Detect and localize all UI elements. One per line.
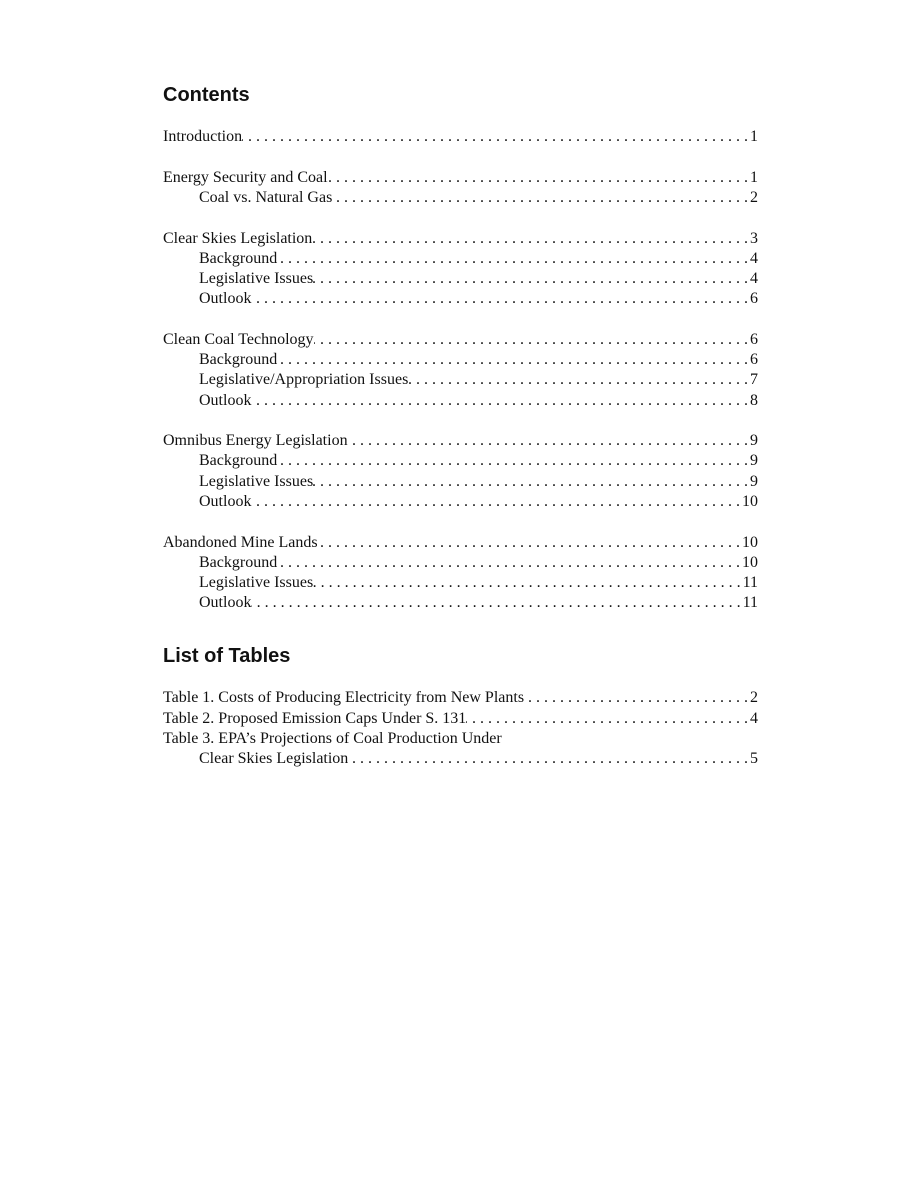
toc-entry[interactable] — [163, 127, 758, 147]
toc-entry[interactable] — [163, 168, 758, 188]
toc-group-energy-security — [163, 168, 758, 208]
table-entry-continuation — [163, 749, 758, 769]
toc-subentry[interactable] — [163, 289, 758, 309]
toc-entry-title: Introduction — [163, 128, 243, 145]
toc-subentry[interactable] — [163, 188, 758, 208]
toc-entry-title: Outlook — [199, 492, 252, 510]
toc-entry-page: 2 — [750, 188, 758, 206]
table-of-contents — [163, 127, 758, 613]
dot-leader — [251, 593, 740, 613]
toc-entry-title: Omnibus Energy Legislation — [163, 432, 348, 450]
dot-leader — [313, 269, 748, 289]
dot-leader — [348, 431, 748, 451]
toc-entry-page: 10 — [742, 533, 758, 551]
dot-leader — [312, 229, 748, 249]
toc-entry-title: Legislative Issues — [199, 573, 314, 591]
toc-subentry[interactable] — [163, 593, 758, 613]
toc-entry-title: Energy Security and Coal — [163, 168, 328, 186]
dot-leader — [466, 709, 748, 729]
toc-subentry[interactable] — [163, 269, 758, 289]
dot-leader — [524, 688, 748, 708]
toc-subentry[interactable] — [163, 472, 758, 492]
toc-entry-page: 4 — [750, 249, 758, 267]
dot-leader — [332, 188, 748, 208]
table-entry-title: Table 1. Costs of Producing Electricity from New Plants — [163, 689, 525, 707]
toc-entry-title: Clean Coal Technology — [163, 330, 314, 348]
toc-group-abandoned-mine-lands — [163, 533, 758, 614]
toc-entry-title: Abandoned Mine Lands — [163, 533, 318, 551]
table-entry-2[interactable] — [163, 709, 758, 729]
contents-heading: Contents — [163, 84, 250, 106]
dot-leader — [242, 127, 748, 147]
toc-entry-page: 11 — [742, 573, 758, 591]
toc-entry-title: Background — [199, 249, 278, 267]
toc-entry-page: 1 — [750, 128, 758, 145]
toc-entry-title: Outlook — [199, 391, 252, 409]
toc-entry-page: 11 — [742, 594, 758, 612]
table-entry-title: Table 2. Proposed Emission Caps Under S. 131 — [163, 709, 467, 727]
toc-entry-title: Outlook — [199, 594, 252, 612]
dot-leader — [251, 289, 748, 309]
toc-entry-title: Background — [199, 553, 278, 571]
toc-entry-title: Background — [199, 452, 278, 470]
dot-leader — [313, 573, 740, 593]
list-of-tables-heading: List of Tables — [163, 645, 291, 668]
toc-entry-page: 4 — [750, 270, 758, 288]
dot-leader — [313, 472, 748, 492]
toc-subentry[interactable] — [163, 573, 758, 593]
table-entry-page: 5 — [750, 749, 758, 767]
toc-entry-title: Background — [199, 351, 278, 369]
toc-entry-page: 9 — [750, 472, 758, 490]
dot-leader — [348, 749, 748, 769]
toc-entry[interactable] — [163, 330, 758, 350]
list-of-tables-section — [163, 643, 758, 769]
dot-leader — [277, 553, 740, 573]
toc-subentry[interactable] — [163, 391, 758, 411]
toc-entry[interactable] — [163, 431, 758, 451]
dot-leader — [251, 391, 748, 411]
toc-entry-page: 9 — [750, 432, 758, 450]
toc-group-omnibus — [163, 431, 758, 512]
toc-subentry[interactable] — [163, 492, 758, 512]
toc-group-clear-skies — [163, 229, 758, 310]
dot-leader — [277, 350, 748, 370]
toc-entry-title: Legislative Issues — [199, 472, 314, 490]
dot-leader — [277, 249, 748, 269]
dot-leader — [408, 370, 748, 390]
table-entry-title-line1: Table 3. EPA’s Projections of Coal Production Under — [163, 729, 502, 747]
table-entry-page: 2 — [750, 689, 758, 707]
toc-entry-title: Legislative/Appropriation Issues — [199, 371, 409, 389]
toc-subentry[interactable] — [163, 249, 758, 269]
list-of-tables — [163, 688, 758, 769]
toc-entry-title: Coal vs. Natural Gas — [199, 188, 333, 206]
toc-subentry[interactable] — [163, 553, 758, 573]
toc-entry-page: 3 — [750, 229, 758, 247]
toc-entry-page: 6 — [750, 290, 758, 308]
toc-entry-page: 10 — [742, 553, 758, 571]
toc-entry-title: Outlook — [199, 290, 252, 308]
table-entry-1[interactable] — [163, 688, 758, 708]
dot-leader — [328, 168, 748, 188]
dot-leader — [277, 451, 748, 471]
toc-entry-page: 8 — [750, 391, 758, 409]
toc-entry-page: 6 — [750, 330, 758, 348]
document-page — [163, 82, 758, 769]
toc-entry-page: 10 — [742, 492, 758, 510]
dot-leader — [251, 492, 740, 512]
toc-group-introduction — [163, 127, 758, 147]
toc-subentry[interactable] — [163, 350, 758, 370]
toc-group-clean-coal — [163, 330, 758, 411]
dot-leader — [314, 330, 748, 350]
dot-leader — [318, 533, 740, 553]
toc-entry[interactable] — [163, 533, 758, 553]
toc-entry-page: 1 — [750, 168, 758, 186]
toc-entry-title: Legislative Issues — [199, 270, 314, 288]
toc-entry-title: Clear Skies Legislation — [163, 229, 313, 247]
toc-entry-page: 9 — [750, 452, 758, 470]
table-entry-3[interactable] — [163, 729, 758, 769]
table-entry-title-line2: Clear Skies Legislation — [199, 749, 349, 767]
table-entry-page: 4 — [750, 709, 758, 727]
toc-subentry[interactable] — [163, 451, 758, 471]
toc-entry[interactable] — [163, 229, 758, 249]
toc-entry-page: 7 — [750, 371, 758, 389]
toc-entry-page: 6 — [750, 351, 758, 369]
toc-subentry[interactable] — [163, 370, 758, 390]
